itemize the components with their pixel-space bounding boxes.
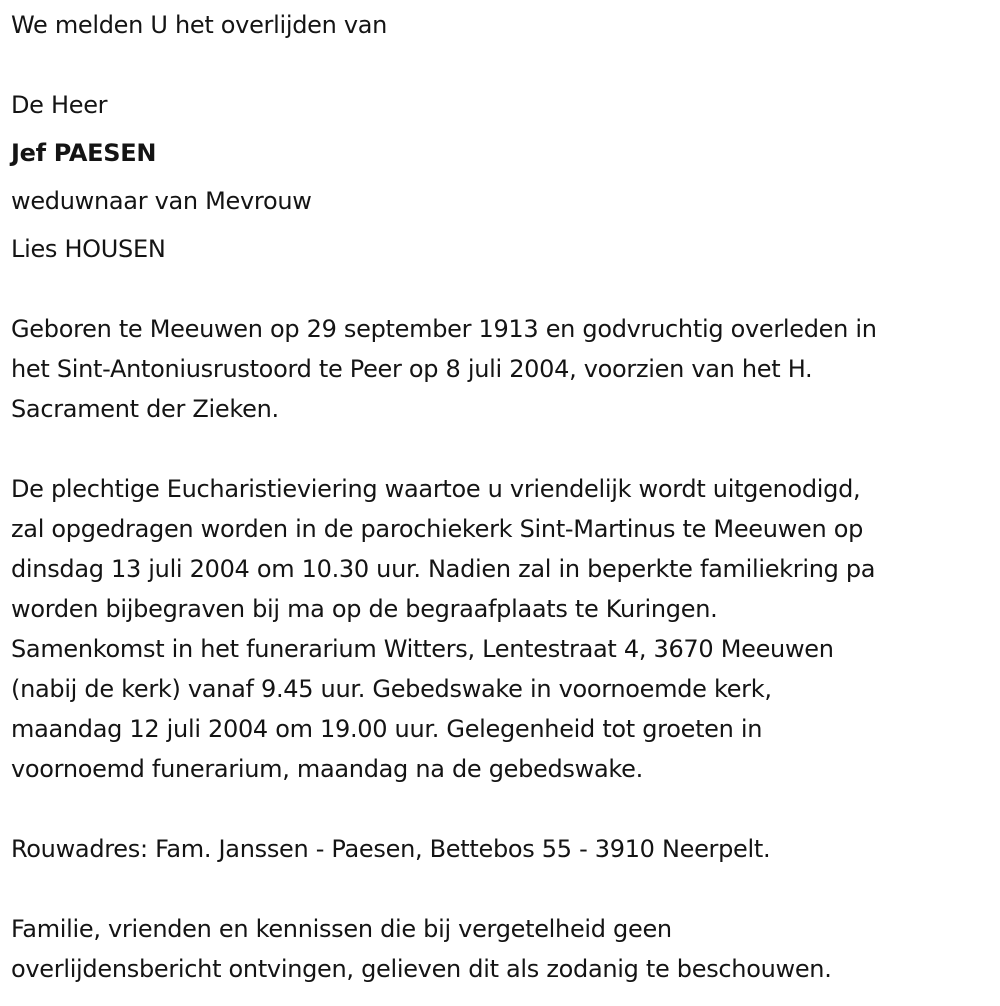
intro-text: We melden U het overlijden van bbox=[11, 11, 388, 39]
ceremony-line: (nabij de kerk) vanaf 9.45 uur. Gebedswake in voornoemde kerk, bbox=[11, 675, 772, 703]
ceremony-line: dinsdag 13 juli 2004 om 10.30 uur. Nadien zal in beperkte familiekring pa bbox=[11, 555, 876, 583]
spouse-name: Lies HOUSEN bbox=[11, 235, 166, 263]
ceremony-line: zal opgedragen worden in de parochiekerk Sint-Martinus te Meeuwen op bbox=[11, 515, 864, 543]
honorific: De Heer bbox=[11, 91, 108, 119]
ceremony-line: voornoemd funerarium, maandag na de gebedswake. bbox=[11, 755, 643, 783]
mourning-address: Rouwadres: Fam. Janssen - Paesen, Bettebos 55 - 3910 Neerpelt. bbox=[11, 835, 771, 863]
deceased-name: Jef PAESEN bbox=[11, 139, 157, 167]
relation-text: weduwnaar van Mevrouw bbox=[11, 187, 312, 215]
closing-line: overlijdensbericht ontvingen, gelieven dit als zodanig te beschouwen. bbox=[11, 955, 832, 983]
ceremony-line: worden bijbegraven bij ma op de begraafplaats te Kuringen. bbox=[11, 595, 718, 623]
closing-line: Familie, vrienden en kennissen die bij vergetelheid geen bbox=[11, 915, 672, 943]
ceremony-line: De plechtige Eucharistieviering waartoe u vriendelijk wordt uitgenodigd, bbox=[11, 475, 861, 503]
birth-death-line: Geboren te Meeuwen op 29 september 1913 en godvruchtig overleden in bbox=[11, 315, 877, 343]
ceremony-line: Samenkomst in het funerarium Witters, Lentestraat 4, 3670 Meeuwen bbox=[11, 635, 834, 663]
ceremony-line: maandag 12 juli 2004 om 19.00 uur. Gelegenheid tot groeten in bbox=[11, 715, 763, 743]
birth-death-line: Sacrament der Zieken. bbox=[11, 395, 279, 423]
birth-death-line: het Sint-Antoniusrustoord te Peer op 8 juli 2004, voorzien van het H. bbox=[11, 355, 813, 383]
